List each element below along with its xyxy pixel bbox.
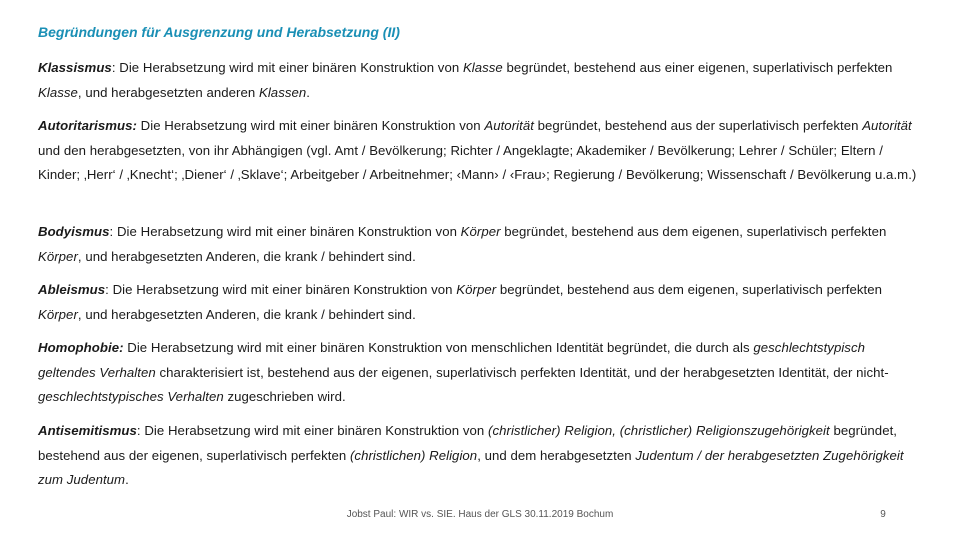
- body-text: , und dem herabgesetzten: [477, 447, 636, 463]
- term: Homophobie:: [38, 340, 124, 355]
- paragraph-bodyismus: [38, 220, 918, 269]
- footer-credit: Jobst Paul: WIR vs. SIE. Haus der GLS 30.11.2019 Bochum: [346, 509, 614, 520]
- body-text: und den herabgesetzten, von ihr Abhängigen (vgl. Amt / Bevölkerung; Richter / Angeklagte; Akademiker / Bevölkerung; Lehrer / Schüler; Eltern / Kinder; ‚Herr‘ / ‚Knecht‘; ‚Diener‘ / ‚Sklave‘; Arbeitgeber / Arbeitnehmer; ‹Mann› / ‹Frau›; Regierung / Bevölkerung; Wissenschaft / Bevölkerung u.a.m.): [38, 142, 917, 182]
- body-text: : Die Herabsetzung wird mit einer binären Konstruktion von: [105, 282, 457, 297]
- italic-text: Körper: [456, 282, 497, 297]
- term: Klassismus: [38, 60, 112, 75]
- italic-text: Klassen: [258, 84, 307, 100]
- italic-text: geschlechtstypisch geltendes Verhalten: [38, 340, 865, 380]
- body-text: begründet, bestehend aus dem eigenen, superlativisch perfekten: [500, 224, 887, 239]
- italic-text: (christlicher) Religion, (christlicher) Religionszugehörigkeit: [488, 423, 830, 438]
- italic-text: geschlechtstypisches Verhalten: [38, 389, 224, 404]
- body-text: .: [306, 84, 310, 100]
- italic-text: Körper: [38, 306, 78, 322]
- body-text: Die Herabsetzung wird mit einer binären Konstruktion von menschlichen Identität begründet, die durch als: [123, 340, 754, 355]
- body-text: .: [125, 472, 129, 487]
- body-text: , und herabgesetzten Anderen, die krank / behindert sind.: [77, 248, 416, 264]
- term: Bodyismus: [38, 224, 110, 239]
- term: Autoritarismus:: [38, 118, 137, 133]
- body-text: : Die Herabsetzung wird mit einer binären Konstruktion von: [111, 60, 463, 75]
- italic-text: Judentum / der herabgesetzten Zugehörigkeit zum Judentum: [38, 447, 904, 487]
- body-text: : Die Herabsetzung wird mit einer binären Konstruktion von: [136, 423, 489, 438]
- page-number: 9: [880, 509, 886, 520]
- footer: [0, 506, 960, 524]
- italic-text: Klasse: [38, 84, 78, 100]
- italic-text: Autorität: [484, 118, 534, 133]
- body-text: begründet, bestehend aus dem eigenen, superlativisch perfekten: [496, 282, 883, 297]
- body-text: begründet, bestehend aus der eigenen, superlativisch perfekten: [38, 423, 898, 463]
- body-text: zugeschrieben wird.: [223, 389, 346, 404]
- body-text: , und herabgesetzten Anderen, die krank / behindert sind.: [77, 306, 416, 322]
- body-text: begründet, bestehend aus der superlativisch perfekten: [533, 118, 863, 133]
- italic-text: Klasse: [462, 60, 503, 75]
- term: Ableismus: [38, 282, 106, 297]
- body-text: Die Herabsetzung wird mit einer binären Konstruktion von: [136, 118, 485, 133]
- italic-text: (christlichen) Religion: [349, 447, 478, 463]
- paragraph-homophobie: [38, 336, 918, 410]
- paragraph-klassismus: [38, 56, 918, 105]
- body-text: begründet, bestehend aus einer eigenen, superlativisch perfekten: [502, 60, 893, 75]
- italic-text: Autorität: [862, 118, 912, 133]
- paragraph-antisemitismus: [38, 419, 918, 493]
- body-text: , und herabgesetzten anderen: [77, 84, 259, 100]
- italic-text: Körper: [460, 224, 501, 239]
- body-text: charakterisiert ist, bestehend aus der eigenen, superlativisch perfekten Identität, und der herabgesetzten Identität, der nicht-: [155, 364, 889, 380]
- body-text: : Die Herabsetzung wird mit einer binären Konstruktion von: [109, 224, 461, 239]
- term: Antisemitismus: [38, 423, 137, 438]
- italic-text: Körper: [38, 248, 78, 264]
- slide-title: Begründungen für Ausgrenzung und Herabsetzung (II): [38, 24, 400, 40]
- paragraph-autoritarismus: [38, 114, 918, 188]
- paragraph-ableismus: [38, 278, 918, 327]
